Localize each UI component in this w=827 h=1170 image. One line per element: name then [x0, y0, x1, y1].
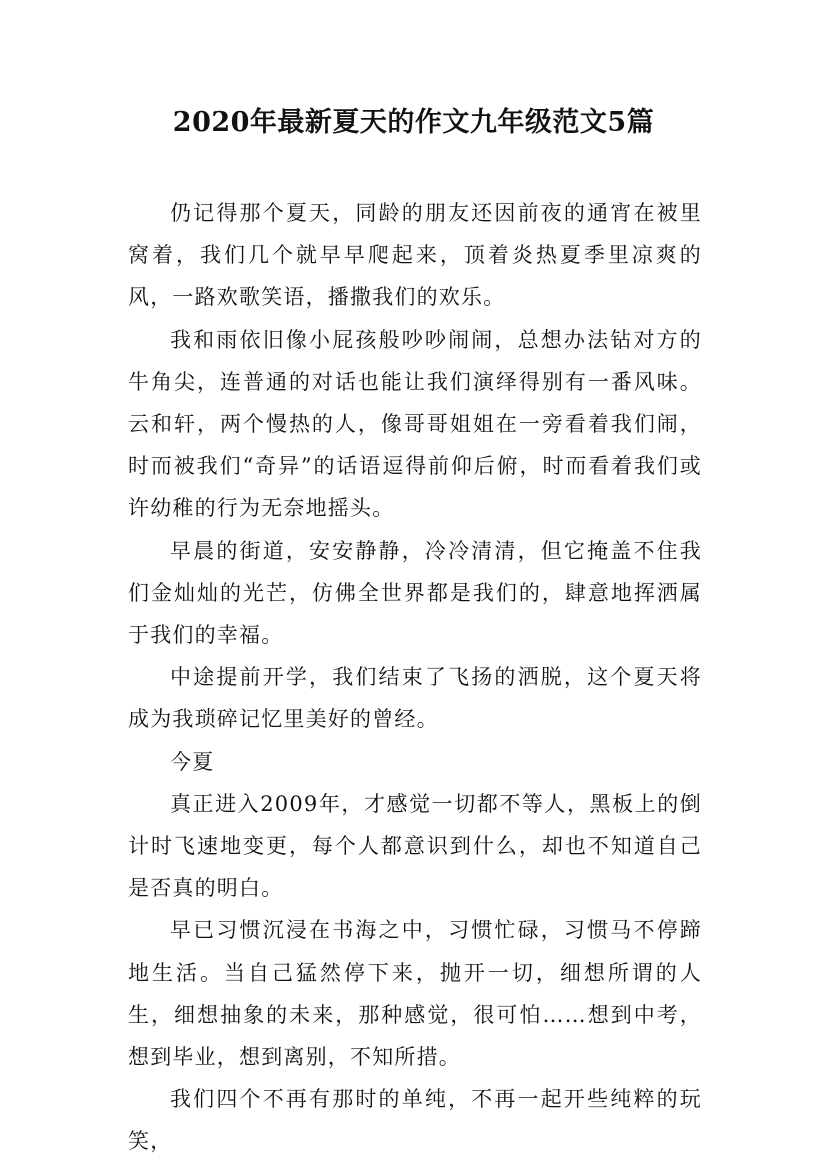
paragraph: 早已习惯沉浸在书海之中，习惯忙碌，习惯马不停蹄地生活。当自己猛然停下来，抛开一切，细想所谓的人生，细想抽象的未来，那种感觉，很可怕……想到中考，想到毕业，想到离别，不知所措。	[128, 918, 702, 1070]
document-title: 2020年最新夏天的作文九年级范文5篇	[172, 107, 655, 138]
document-body	[128, 192, 702, 1163]
paragraph: 真正进入2009年，才感觉一切都不等人，黑板上的倒计时飞速地变更，每个人都意识到什么，却也不知道自己是否真的明白。	[128, 791, 702, 901]
section-heading: 今夏	[170, 749, 215, 774]
paragraph: 早晨的街道，安安静静，冷冷清清，但它掩盖不住我们金灿灿的光芒，仿佛全世界都是我们的，肆意地挥洒属于我们的幸福。	[128, 538, 702, 648]
paragraph: 我们四个不再有那时的单纯，不再一起开些纯粹的玩笑，	[128, 1087, 702, 1154]
paragraph: 我和雨依旧像小屁孩般吵吵闹闹，总想办法钻对方的牛角尖，连普通的对话也能让我们演绎得别有一番风味。云和轩，两个慢热的人，像哥哥姐姐在一旁看着我们闹，时而被我们“奇异”的话语逗得前仰后俯，时而看着我们或许幼稚的行为无奈地摇头。	[128, 327, 702, 521]
paragraph: 仍记得那个夏天，同龄的朋友还因前夜的通宵在被里窝着，我们几个就早早爬起来，顶着炎热夏季里凉爽的风，一路欢歌笑语，播撒我们的欢乐。	[128, 201, 702, 310]
paragraph: 中途提前开学，我们结束了飞扬的洒脱，这个夏天将成为我琐碎记忆里美好的曾经。	[128, 665, 702, 732]
